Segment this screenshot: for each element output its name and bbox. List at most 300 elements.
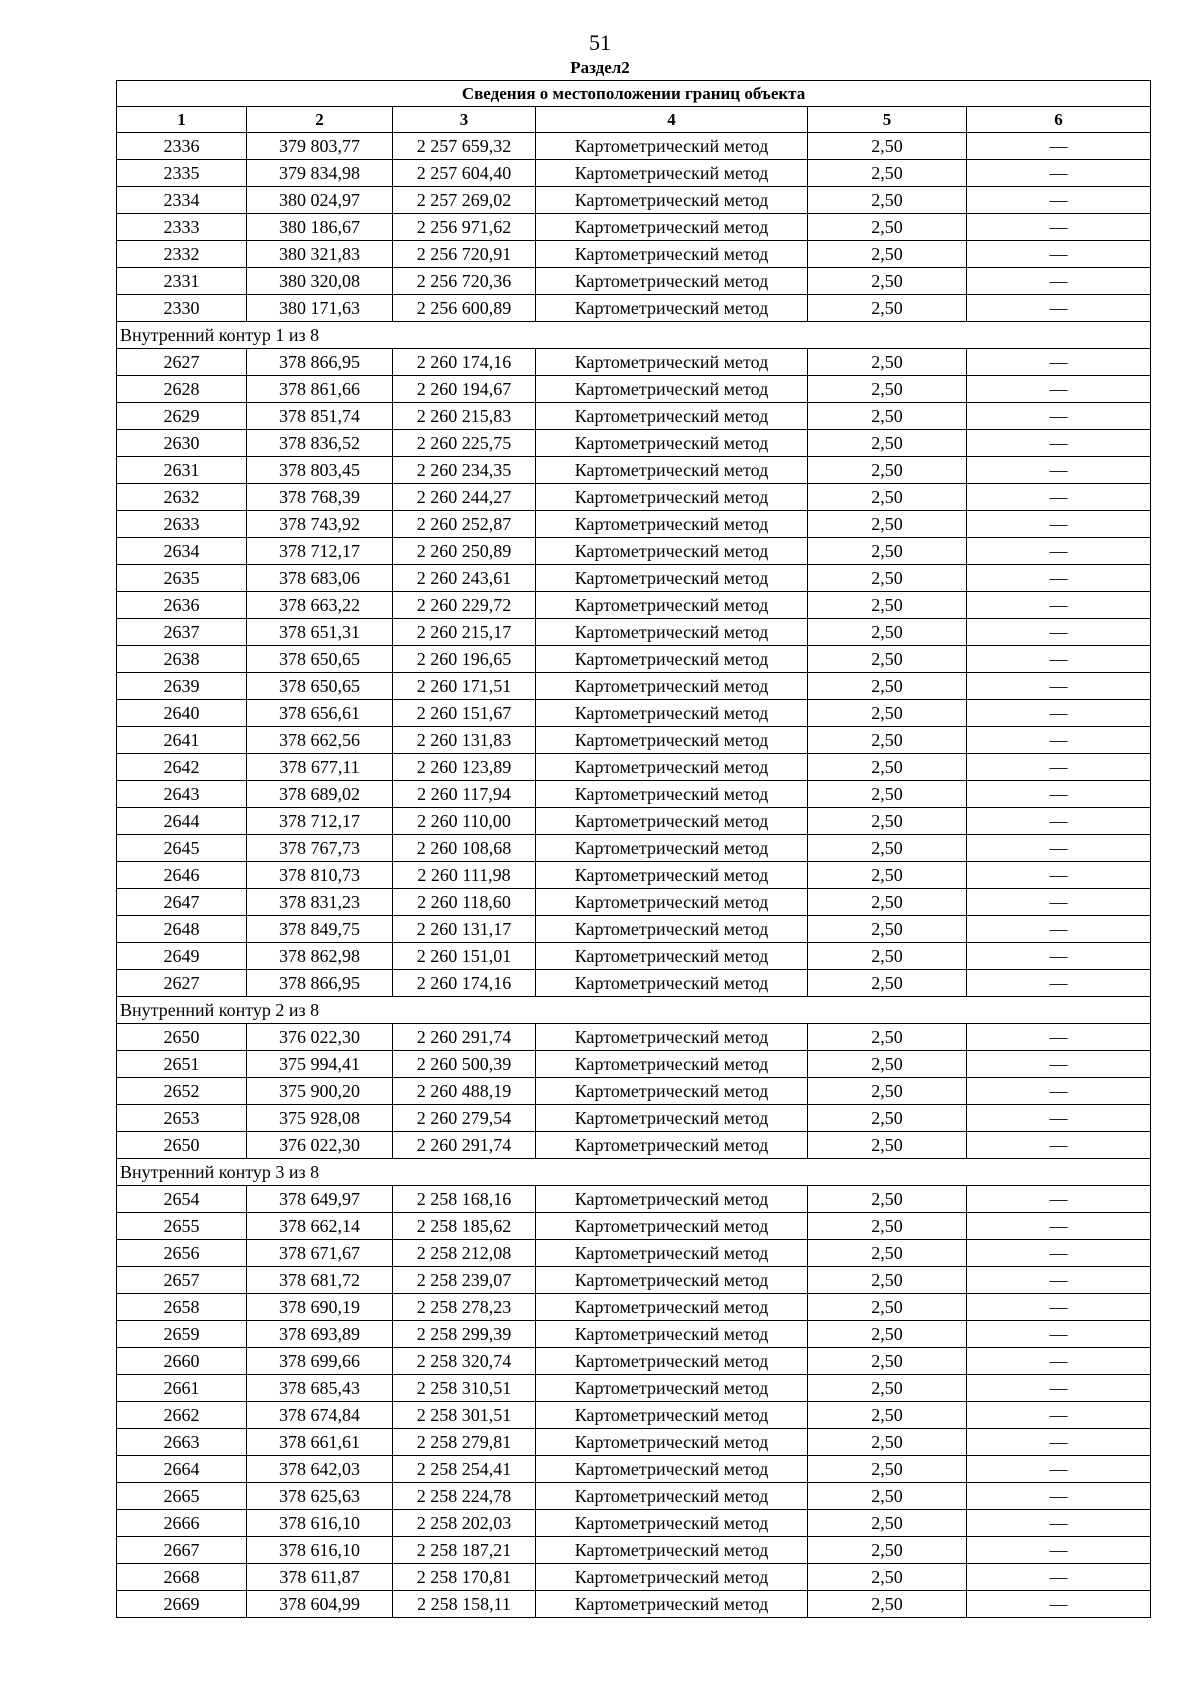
description-cell: — <box>967 619 1151 646</box>
x-coordinate-cell: 380 024,97 <box>247 187 393 214</box>
x-coordinate-cell: 378 611,87 <box>247 1564 393 1591</box>
x-coordinate-cell: 378 625,63 <box>247 1483 393 1510</box>
table-row <box>117 1510 1151 1537</box>
table-row <box>117 214 1151 241</box>
y-coordinate-cell: 2 258 202,03 <box>393 1510 536 1537</box>
y-coordinate-cell: 2 258 224,78 <box>393 1483 536 1510</box>
description-cell: — <box>967 862 1151 889</box>
point-number-cell: 2658 <box>117 1294 247 1321</box>
description-cell: — <box>967 673 1151 700</box>
description-cell: — <box>967 1402 1151 1429</box>
method-cell: Картометрический метод <box>536 1240 808 1267</box>
method-cell: Картометрический метод <box>536 133 808 160</box>
method-cell: Картометрический метод <box>536 187 808 214</box>
page-number: 51 <box>589 30 611 55</box>
method-cell: Картометрический метод <box>536 835 808 862</box>
y-coordinate-cell: 2 258 170,81 <box>393 1564 536 1591</box>
accuracy-cell: 2,50 <box>808 1564 967 1591</box>
point-number-cell: 2633 <box>117 511 247 538</box>
accuracy-cell: 2,50 <box>808 781 967 808</box>
method-cell: Картометрический метод <box>536 1024 808 1051</box>
y-coordinate-cell: 2 260 174,16 <box>393 349 536 376</box>
y-coordinate-cell: 2 260 225,75 <box>393 430 536 457</box>
table-row <box>117 1591 1151 1618</box>
description-cell: — <box>967 700 1151 727</box>
table-row <box>117 1294 1151 1321</box>
method-cell: Картометрический метод <box>536 268 808 295</box>
method-cell: Картометрический метод <box>536 754 808 781</box>
y-coordinate-cell: 2 260 291,74 <box>393 1024 536 1051</box>
table-row <box>117 970 1151 997</box>
accuracy-cell: 2,50 <box>808 1240 967 1267</box>
point-number-cell: 2634 <box>117 538 247 565</box>
point-number-cell: 2635 <box>117 565 247 592</box>
x-coordinate-cell: 380 171,63 <box>247 295 393 322</box>
method-cell: Картометрический метод <box>536 457 808 484</box>
x-coordinate-cell: 378 674,84 <box>247 1402 393 1429</box>
point-number-cell: 2667 <box>117 1537 247 1564</box>
accuracy-cell: 2,50 <box>808 1429 967 1456</box>
method-cell: Картометрический метод <box>536 1294 808 1321</box>
point-number-cell: 2637 <box>117 619 247 646</box>
table-row <box>117 1132 1151 1159</box>
accuracy-cell: 2,50 <box>808 970 967 997</box>
method-cell: Картометрический метод <box>536 160 808 187</box>
method-cell: Картометрический метод <box>536 700 808 727</box>
x-coordinate-cell: 378 767,73 <box>247 835 393 862</box>
x-coordinate-cell: 375 928,08 <box>247 1105 393 1132</box>
point-number-cell: 2651 <box>117 1051 247 1078</box>
y-coordinate-cell: 2 260 291,74 <box>393 1132 536 1159</box>
description-cell: — <box>967 781 1151 808</box>
accuracy-cell: 2,50 <box>808 916 967 943</box>
accuracy-cell: 2,50 <box>808 1591 967 1618</box>
table-row <box>117 916 1151 943</box>
point-number-cell: 2642 <box>117 754 247 781</box>
description-cell: — <box>967 1564 1151 1591</box>
point-number-cell: 2666 <box>117 1510 247 1537</box>
table-row <box>117 889 1151 916</box>
method-cell: Картометрический метод <box>536 565 808 592</box>
y-coordinate-cell: 2 256 720,36 <box>393 268 536 295</box>
x-coordinate-cell: 378 836,52 <box>247 430 393 457</box>
x-coordinate-cell: 378 662,14 <box>247 1213 393 1240</box>
y-coordinate-cell: 2 260 215,17 <box>393 619 536 646</box>
description-cell: — <box>967 160 1151 187</box>
point-number-cell: 2332 <box>117 241 247 268</box>
table-row <box>117 646 1151 673</box>
description-cell: — <box>967 970 1151 997</box>
description-cell: — <box>967 1213 1151 1240</box>
description-cell: — <box>967 889 1151 916</box>
accuracy-cell: 2,50 <box>808 133 967 160</box>
method-cell: Картометрический метод <box>536 916 808 943</box>
table-row <box>117 1483 1151 1510</box>
description-cell: — <box>967 133 1151 160</box>
point-number-cell: 2629 <box>117 403 247 430</box>
description-cell: — <box>967 1051 1151 1078</box>
point-number-cell: 2655 <box>117 1213 247 1240</box>
point-number-cell: 2668 <box>117 1564 247 1591</box>
x-coordinate-cell: 378 671,67 <box>247 1240 393 1267</box>
accuracy-cell: 2,50 <box>808 727 967 754</box>
table-row <box>117 1213 1151 1240</box>
boundary-coordinates-table <box>116 80 1151 1618</box>
x-coordinate-cell: 378 681,72 <box>247 1267 393 1294</box>
y-coordinate-cell: 2 257 604,40 <box>393 160 536 187</box>
y-coordinate-cell: 2 260 244,27 <box>393 484 536 511</box>
y-coordinate-cell: 2 258 299,39 <box>393 1321 536 1348</box>
y-coordinate-cell: 2 256 600,89 <box>393 295 536 322</box>
accuracy-cell: 2,50 <box>808 673 967 700</box>
point-number-cell: 2636 <box>117 592 247 619</box>
accuracy-cell: 2,50 <box>808 1105 967 1132</box>
table-row <box>117 1402 1151 1429</box>
accuracy-cell: 2,50 <box>808 1483 967 1510</box>
table-row <box>117 808 1151 835</box>
point-number-cell: 2333 <box>117 214 247 241</box>
accuracy-cell: 2,50 <box>808 1078 967 1105</box>
x-coordinate-cell: 378 689,02 <box>247 781 393 808</box>
x-coordinate-cell: 378 661,61 <box>247 1429 393 1456</box>
method-cell: Картометрический метод <box>536 1132 808 1159</box>
point-number-cell: 2628 <box>117 376 247 403</box>
x-coordinate-cell: 378 685,43 <box>247 1375 393 1402</box>
accuracy-cell: 2,50 <box>808 862 967 889</box>
description-cell: — <box>967 565 1151 592</box>
accuracy-cell: 2,50 <box>808 1348 967 1375</box>
point-number-cell: 2659 <box>117 1321 247 1348</box>
x-coordinate-cell: 376 022,30 <box>247 1024 393 1051</box>
accuracy-cell: 2,50 <box>808 484 967 511</box>
accuracy-cell: 2,50 <box>808 160 967 187</box>
method-cell: Картометрический метод <box>536 943 808 970</box>
table-row <box>117 511 1151 538</box>
point-number-cell: 2331 <box>117 268 247 295</box>
accuracy-cell: 2,50 <box>808 1537 967 1564</box>
x-coordinate-cell: 375 900,20 <box>247 1078 393 1105</box>
table-row <box>117 592 1151 619</box>
method-cell: Картометрический метод <box>536 1078 808 1105</box>
y-coordinate-cell: 2 256 720,91 <box>393 241 536 268</box>
method-cell: Картометрический метод <box>536 1402 808 1429</box>
point-number-cell: 2649 <box>117 943 247 970</box>
table-row <box>117 1564 1151 1591</box>
table-row <box>117 349 1151 376</box>
x-coordinate-cell: 380 186,67 <box>247 214 393 241</box>
table-caption: Сведения о местоположении границ объекта <box>117 81 1151 107</box>
method-cell: Картометрический метод <box>536 1348 808 1375</box>
method-cell: Картометрический метод <box>536 376 808 403</box>
description-cell: — <box>967 1321 1151 1348</box>
point-number-cell: 2334 <box>117 187 247 214</box>
table-row <box>117 160 1151 187</box>
method-cell: Картометрический метод <box>536 403 808 430</box>
column-number-6: 6 <box>967 107 1151 133</box>
table-row <box>117 943 1151 970</box>
accuracy-cell: 2,50 <box>808 241 967 268</box>
description-cell: — <box>967 1348 1151 1375</box>
x-coordinate-cell: 380 320,08 <box>247 268 393 295</box>
description-cell: — <box>967 511 1151 538</box>
table-row <box>117 295 1151 322</box>
x-coordinate-cell: 378 861,66 <box>247 376 393 403</box>
point-number-cell: 2641 <box>117 727 247 754</box>
table-row <box>117 133 1151 160</box>
column-number-2: 2 <box>247 107 393 133</box>
point-number-cell: 2661 <box>117 1375 247 1402</box>
method-cell: Картометрический метод <box>536 889 808 916</box>
accuracy-cell: 2,50 <box>808 1267 967 1294</box>
table-row <box>117 835 1151 862</box>
point-number-cell: 2647 <box>117 889 247 916</box>
accuracy-cell: 2,50 <box>808 1024 967 1051</box>
accuracy-cell: 2,50 <box>808 1213 967 1240</box>
x-coordinate-cell: 376 022,30 <box>247 1132 393 1159</box>
point-number-cell: 2657 <box>117 1267 247 1294</box>
y-coordinate-cell: 2 260 151,67 <box>393 700 536 727</box>
method-cell: Картометрический метод <box>536 862 808 889</box>
description-cell: — <box>967 187 1151 214</box>
table-body <box>117 133 1151 1618</box>
y-coordinate-cell: 2 260 229,72 <box>393 592 536 619</box>
method-cell: Картометрический метод <box>536 619 808 646</box>
y-coordinate-cell: 2 257 659,32 <box>393 133 536 160</box>
point-number-cell: 2627 <box>117 349 247 376</box>
accuracy-cell: 2,50 <box>808 1294 967 1321</box>
contour-header-row <box>117 322 1151 349</box>
table-row <box>117 538 1151 565</box>
method-cell: Картометрический метод <box>536 349 808 376</box>
x-coordinate-cell: 378 651,31 <box>247 619 393 646</box>
point-number-cell: 2650 <box>117 1024 247 1051</box>
method-cell: Картометрический метод <box>536 1186 808 1213</box>
accuracy-cell: 2,50 <box>808 943 967 970</box>
y-coordinate-cell: 2 258 301,51 <box>393 1402 536 1429</box>
point-number-cell: 2662 <box>117 1402 247 1429</box>
table-row <box>117 1348 1151 1375</box>
y-coordinate-cell: 2 258 187,21 <box>393 1537 536 1564</box>
method-cell: Картометрический метод <box>536 1456 808 1483</box>
table-row <box>117 1240 1151 1267</box>
accuracy-cell: 2,50 <box>808 619 967 646</box>
point-number-cell: 2639 <box>117 673 247 700</box>
description-cell: — <box>967 241 1151 268</box>
y-coordinate-cell: 2 260 279,54 <box>393 1105 536 1132</box>
x-coordinate-cell: 378 662,56 <box>247 727 393 754</box>
y-coordinate-cell: 2 258 254,41 <box>393 1456 536 1483</box>
accuracy-cell: 2,50 <box>808 1321 967 1348</box>
point-number-cell: 2643 <box>117 781 247 808</box>
description-cell: — <box>967 1078 1151 1105</box>
description-cell: — <box>967 349 1151 376</box>
table-row <box>117 376 1151 403</box>
accuracy-cell: 2,50 <box>808 403 967 430</box>
point-number-cell: 2664 <box>117 1456 247 1483</box>
method-cell: Картометрический метод <box>536 781 808 808</box>
point-number-cell: 2627 <box>117 970 247 997</box>
accuracy-cell: 2,50 <box>808 754 967 781</box>
x-coordinate-cell: 378 712,17 <box>247 808 393 835</box>
x-coordinate-cell: 378 803,45 <box>247 457 393 484</box>
table-row <box>117 700 1151 727</box>
method-cell: Картометрический метод <box>536 1267 808 1294</box>
x-coordinate-cell: 378 743,92 <box>247 511 393 538</box>
table-row <box>117 1105 1151 1132</box>
y-coordinate-cell: 2 258 310,51 <box>393 1375 536 1402</box>
method-cell: Картометрический метод <box>536 970 808 997</box>
table-row <box>117 187 1151 214</box>
description-cell: — <box>967 1024 1151 1051</box>
x-coordinate-cell: 378 862,98 <box>247 943 393 970</box>
description-cell: — <box>967 943 1151 970</box>
accuracy-cell: 2,50 <box>808 565 967 592</box>
method-cell: Картометрический метод <box>536 1591 808 1618</box>
x-coordinate-cell: 380 321,83 <box>247 241 393 268</box>
y-coordinate-cell: 2 260 123,89 <box>393 754 536 781</box>
point-number-cell: 2631 <box>117 457 247 484</box>
x-coordinate-cell: 378 677,11 <box>247 754 393 781</box>
description-cell: — <box>967 1267 1151 1294</box>
x-coordinate-cell: 379 803,77 <box>247 133 393 160</box>
description-cell: — <box>967 1591 1151 1618</box>
y-coordinate-cell: 2 260 174,16 <box>393 970 536 997</box>
method-cell: Картометрический метод <box>536 1375 808 1402</box>
accuracy-cell: 2,50 <box>808 457 967 484</box>
x-coordinate-cell: 378 604,99 <box>247 1591 393 1618</box>
point-number-cell: 2656 <box>117 1240 247 1267</box>
description-cell: — <box>967 1510 1151 1537</box>
point-number-cell: 2335 <box>117 160 247 187</box>
method-cell: Картометрический метод <box>536 673 808 700</box>
x-coordinate-cell: 378 866,95 <box>247 349 393 376</box>
accuracy-cell: 2,50 <box>808 538 967 565</box>
description-cell: — <box>967 430 1151 457</box>
table-row <box>117 754 1151 781</box>
description-cell: — <box>967 1456 1151 1483</box>
description-cell: — <box>967 376 1151 403</box>
point-number-cell: 2669 <box>117 1591 247 1618</box>
column-number-4: 4 <box>536 107 808 133</box>
accuracy-cell: 2,50 <box>808 511 967 538</box>
table-row <box>117 673 1151 700</box>
x-coordinate-cell: 379 834,98 <box>247 160 393 187</box>
y-coordinate-cell: 2 260 110,00 <box>393 808 536 835</box>
x-coordinate-cell: 378 831,23 <box>247 889 393 916</box>
method-cell: Картометрический метод <box>536 241 808 268</box>
method-cell: Картометрический метод <box>536 214 808 241</box>
description-cell: — <box>967 538 1151 565</box>
y-coordinate-cell: 2 260 151,01 <box>393 943 536 970</box>
table-row <box>117 1078 1151 1105</box>
x-coordinate-cell: 378 693,89 <box>247 1321 393 1348</box>
method-cell: Картометрический метод <box>536 1564 808 1591</box>
x-coordinate-cell: 378 851,74 <box>247 403 393 430</box>
y-coordinate-cell: 2 260 108,68 <box>393 835 536 862</box>
contour-label: Внутренний контур 2 из 8 <box>117 997 1151 1024</box>
description-cell: — <box>967 1294 1151 1321</box>
accuracy-cell: 2,50 <box>808 268 967 295</box>
y-coordinate-cell: 2 260 131,83 <box>393 727 536 754</box>
y-coordinate-cell: 2 260 234,35 <box>393 457 536 484</box>
method-cell: Картометрический метод <box>536 430 808 457</box>
description-cell: — <box>967 484 1151 511</box>
description-cell: — <box>967 592 1151 619</box>
x-coordinate-cell: 378 690,19 <box>247 1294 393 1321</box>
x-coordinate-cell: 378 656,61 <box>247 700 393 727</box>
method-cell: Картометрический метод <box>536 1483 808 1510</box>
description-cell: — <box>967 646 1151 673</box>
y-coordinate-cell: 2 260 500,39 <box>393 1051 536 1078</box>
y-coordinate-cell: 2 260 194,67 <box>393 376 536 403</box>
table-row <box>117 1375 1151 1402</box>
y-coordinate-cell: 2 260 215,83 <box>393 403 536 430</box>
description-cell: — <box>967 1132 1151 1159</box>
table-row <box>117 430 1151 457</box>
point-number-cell: 2630 <box>117 430 247 457</box>
description-cell: — <box>967 1537 1151 1564</box>
y-coordinate-cell: 2 258 158,11 <box>393 1591 536 1618</box>
table-row <box>117 241 1151 268</box>
method-cell: Картометрический метод <box>536 511 808 538</box>
y-coordinate-cell: 2 256 971,62 <box>393 214 536 241</box>
y-coordinate-cell: 2 257 269,02 <box>393 187 536 214</box>
table-row <box>117 1024 1151 1051</box>
description-cell: — <box>967 727 1151 754</box>
method-cell: Картометрический метод <box>536 592 808 619</box>
x-coordinate-cell: 378 616,10 <box>247 1537 393 1564</box>
point-number-cell: 2632 <box>117 484 247 511</box>
method-cell: Картометрический метод <box>536 646 808 673</box>
x-coordinate-cell: 378 810,73 <box>247 862 393 889</box>
accuracy-cell: 2,50 <box>808 808 967 835</box>
table-row <box>117 457 1151 484</box>
table-row <box>117 403 1151 430</box>
point-number-cell: 2644 <box>117 808 247 835</box>
point-number-cell: 2638 <box>117 646 247 673</box>
method-cell: Картометрический метод <box>536 295 808 322</box>
column-number-3: 3 <box>393 107 536 133</box>
y-coordinate-cell: 2 260 252,87 <box>393 511 536 538</box>
description-cell: — <box>967 808 1151 835</box>
point-number-cell: 2645 <box>117 835 247 862</box>
description-cell: — <box>967 403 1151 430</box>
y-coordinate-cell: 2 260 196,65 <box>393 646 536 673</box>
description-cell: — <box>967 457 1151 484</box>
point-number-cell: 2650 <box>117 1132 247 1159</box>
table-row <box>117 1321 1151 1348</box>
method-cell: Картометрический метод <box>536 1321 808 1348</box>
description-cell: — <box>967 1375 1151 1402</box>
accuracy-cell: 2,50 <box>808 349 967 376</box>
method-cell: Картометрический метод <box>536 1105 808 1132</box>
table-row <box>117 781 1151 808</box>
contour-header-row <box>117 997 1151 1024</box>
point-number-cell: 2330 <box>117 295 247 322</box>
x-coordinate-cell: 378 649,97 <box>247 1186 393 1213</box>
y-coordinate-cell: 2 258 278,23 <box>393 1294 536 1321</box>
point-number-cell: 2648 <box>117 916 247 943</box>
x-coordinate-cell: 378 650,65 <box>247 646 393 673</box>
column-number-1: 1 <box>117 107 247 133</box>
accuracy-cell: 2,50 <box>808 835 967 862</box>
accuracy-cell: 2,50 <box>808 1186 967 1213</box>
table-row <box>117 1537 1151 1564</box>
y-coordinate-cell: 2 258 320,74 <box>393 1348 536 1375</box>
accuracy-cell: 2,50 <box>808 295 967 322</box>
table-row <box>117 268 1151 295</box>
description-cell: — <box>967 295 1151 322</box>
